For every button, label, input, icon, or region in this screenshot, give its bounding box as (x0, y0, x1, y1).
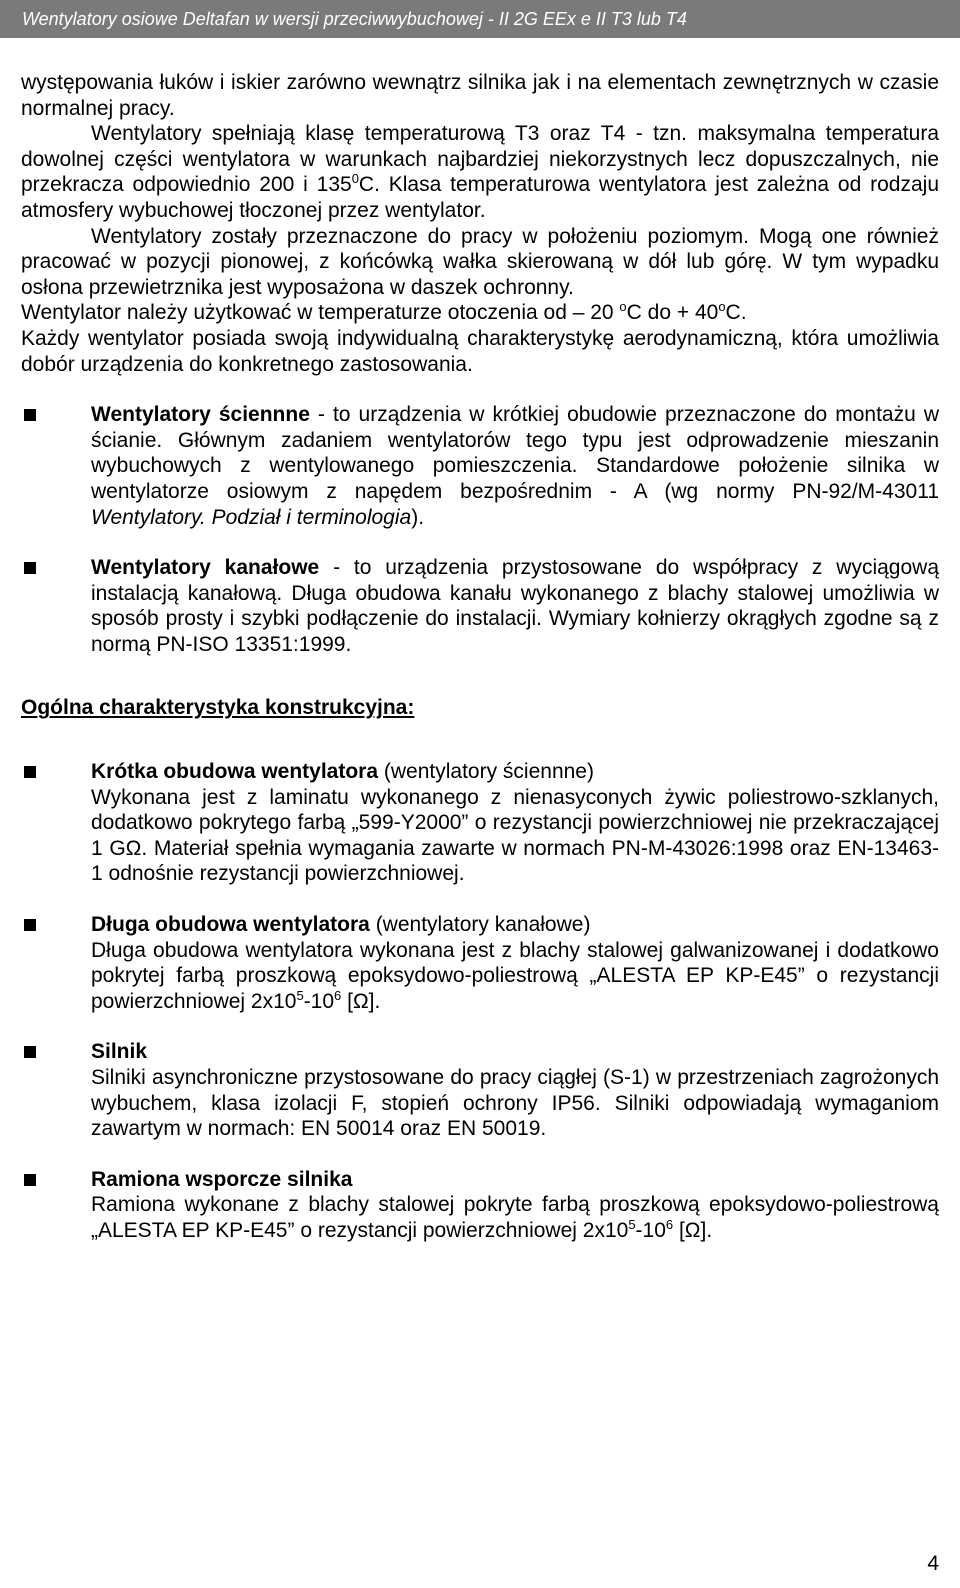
intro-paragraph-5: Każdy wentylator posiada swoją indywidualną charakterystykę aerodynamiczną, która umożliwia dobór urządzenia do konkretnego zastosowania. (21, 326, 939, 376)
page-number: 4 (927, 1552, 939, 1575)
document-body (21, 70, 939, 1244)
section-heading: Ogólna charakterystyka konstrukcyjna: (21, 696, 415, 720)
square-bullet-icon (24, 409, 36, 421)
component-motor-arms: Ramiona wsporcze silnika Ramiona wykonane z blachy stalowej pokryte farbą proszkową epoksydowo-poliestrową „ALESTA EP KP-E45” o rezystancji powierzchniowej $2x10^5-10^6$ [Ω]. (21, 1167, 939, 1244)
square-bullet-icon (24, 919, 36, 931)
intro-paragraph-3: Wentylatory zostały przeznaczone do pracy w położeniu poziomym. Mogą one również pracować w pozycji pionowej, z końcówką wałka skierowaną w dół lub górę. W tym wypadku osłona przewietrznika jest wyposażona w daszek ochronny. (21, 224, 939, 299)
square-bullet-icon (24, 1046, 36, 1058)
type-item-duct: Wentylatory kanałowe - to urządzenia przystosowane do współpracy z wyciągową instalacją kanałową. Długa obudowa kanału wykonanego z blachy stalowej umożliwia w sposób prosty i szybki podłączenie do instalacji. Wymiary kołnierzy okrągłych zgodne są z normą PN-ISO 13351:1999. (21, 555, 939, 657)
page-header: Wentylatory osiowe Deltafan w wersji przeciwwybuchowej - II 2G EEx e II T3 lub T4 (0, 0, 960, 38)
component-long-housing: Długa obudowa wentylatora (wentylatory kanałowe) Długa obudowa wentylatora wykonana jest z blachy stalowej galwanizowanej i dodatkowo pokrytej farbą proszkową epoksydowo-poliestrową „ALESTA EP KP-E45” o rezystancji powierzchniowej $2x10^5-10^6$ [Ω]. (21, 912, 939, 1014)
intro-paragraph-2: Wentylatory spełniają klasę temperaturową T3 oraz T4 - tzn. maksymalna temperatura dowolnej części wentylatora w warunkach najbardziej niekorzystnych lecz dopuszczalnych, nie przekracza odpowiednio 200 i $135^0C$. Klasa temperaturowa wentylatora jest zależna od rodzaju atmosfery wybuchowej tłoczonej przez wentylator. (21, 122, 939, 222)
square-bullet-icon (24, 1174, 36, 1186)
component-motor: Silnik Silniki asynchroniczne przystosowane do pracy ciągłej (S-1) w przestrzeniach zagrożonych wybuchem, klasa izolacji F, stopień ochrony IP56. Silniki odpowiadają wymaganiom zawartym w normach: EN 50014 oraz EN 50019. (21, 1039, 939, 1141)
intro-paragraph-1: występowania łuków i iskier zarówno wewnątrz silnika jak i na elementach zewnętrznych w czasie normalnej pracy. (21, 71, 939, 120)
square-bullet-icon (24, 766, 36, 778)
type-item-wall: Wentylatory ściennne - to urządzenia w krótkiej obudowie przeznaczone do montażu w ścianie. Głównym zadaniem wentylatorów tego typu jest odprowadzenie mieszanin wybuchowych z wentylowanego pomieszczenia. Standardowe położenie silnika w wentylatorze osiowym z napędem bezpośrednim - A (wg normy PN-92/M-43011 Wentylatory. Podział i terminologia). (21, 402, 939, 530)
component-short-housing: Krótka obudowa wentylatora (wentylatory ściennne) Wykonana jest z laminatu wykonanego z nienasyconych żywic poliestrowo-szklanych, dodatkowo pokrytego farbą „599-Y2000” o rezystancji powierzchniowej nie przekraczającej 1 GΩ. Materiał spełnia wymagania zawarte w normach PN-M-43026:1998 oraz EN-13463-1 odnośnie rezystancji powierzchniowej. (21, 759, 939, 887)
square-bullet-icon (24, 562, 36, 574)
intro-paragraph-4: Wentylator należy użytkować w temperaturze otoczenia od – 20 $^o$C do + $40^oC$. (21, 299, 747, 325)
